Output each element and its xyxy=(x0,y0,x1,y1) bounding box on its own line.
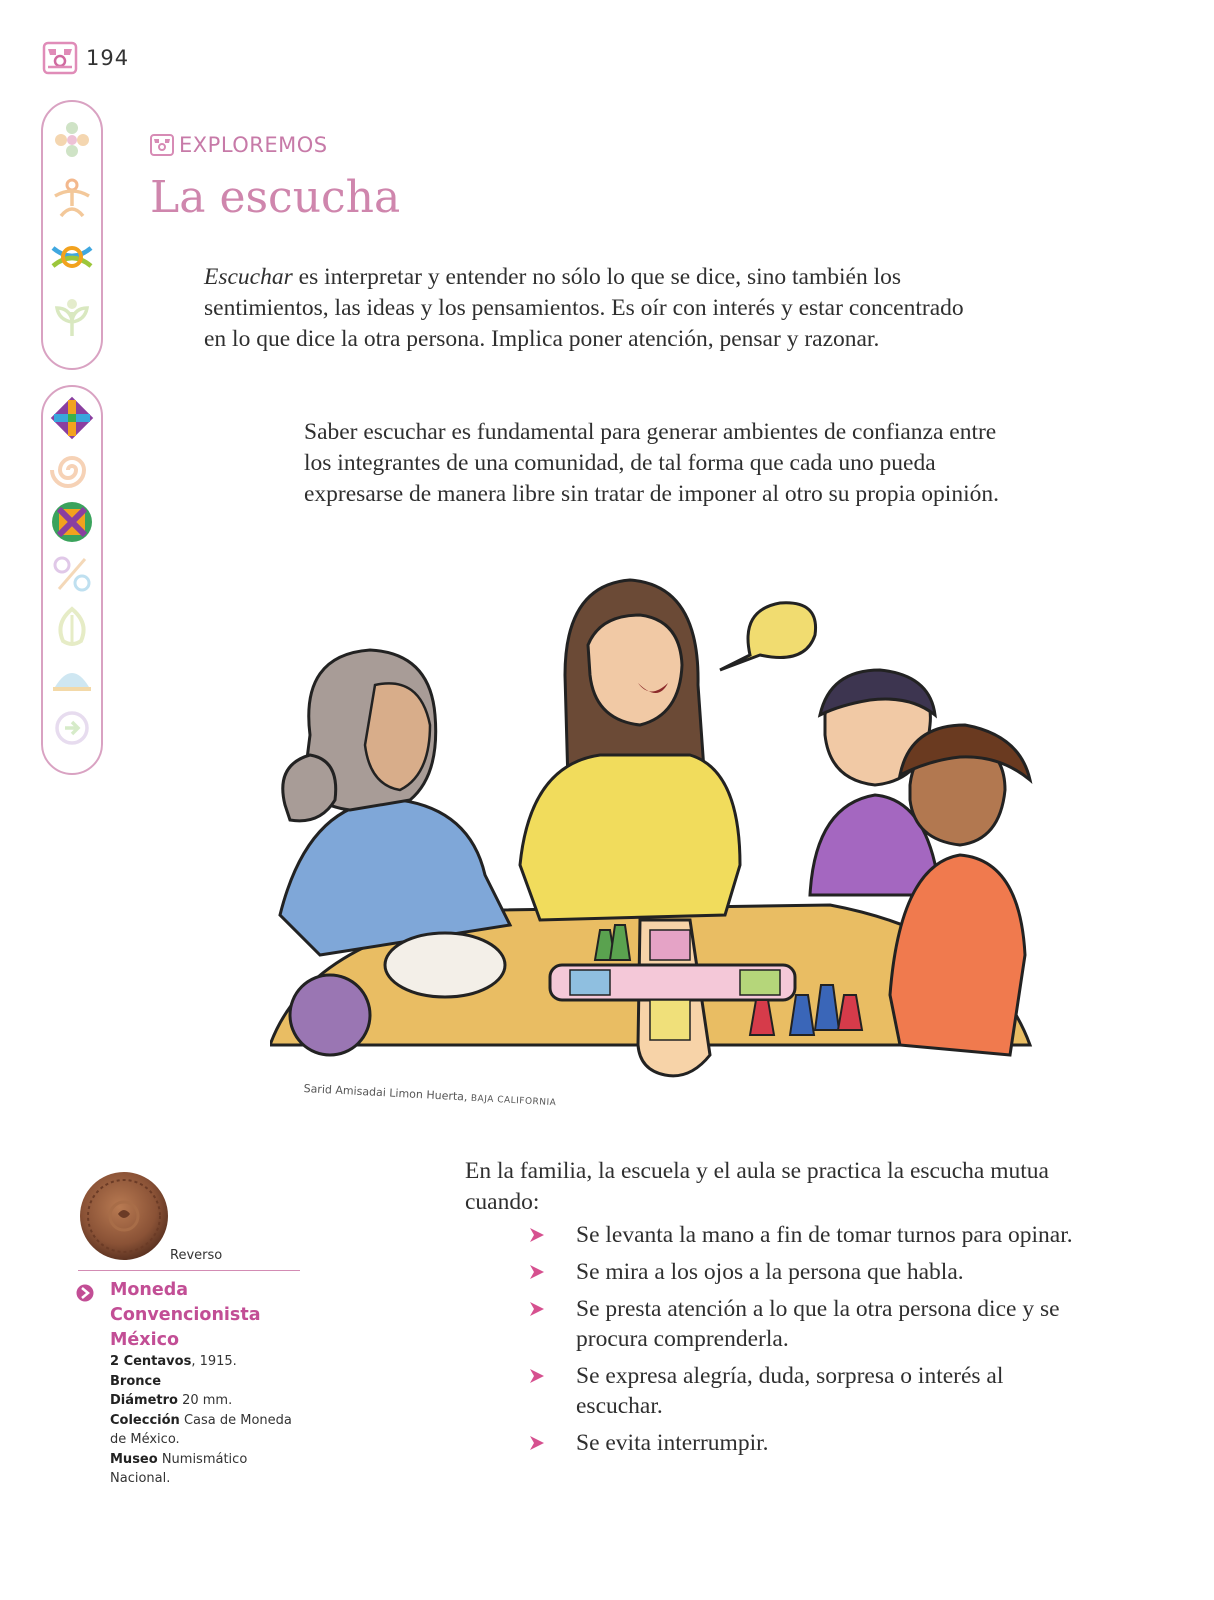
bullet-arrow-icon xyxy=(528,1434,546,1452)
page-title: La escucha xyxy=(150,172,401,223)
sidebar-nav-group-1 xyxy=(41,100,103,370)
mesoamerican-glyph-icon xyxy=(42,41,78,75)
illustration-credit xyxy=(303,1082,556,1108)
coin-museum-value: Numismático Nacional. xyxy=(110,1451,248,1486)
page-header xyxy=(42,40,129,76)
plant-icon xyxy=(49,294,95,340)
coin-year: , 1915. xyxy=(191,1354,237,1369)
sidebar-nav-group-2 xyxy=(41,385,103,775)
arrow-circle-icon xyxy=(49,705,95,751)
people-circle-icon xyxy=(49,234,95,280)
spiral-icon xyxy=(49,447,95,493)
list-item-text: Se levanta la mano a fin de tomar turnos para opinar. xyxy=(576,1222,1073,1248)
embroidery-hoop xyxy=(385,933,505,997)
flower-icon xyxy=(49,116,95,162)
coin-collection-label: Colección xyxy=(110,1412,180,1428)
list-item-text: Se expresa alegría, duda, sorpresa o interés al escuchar. xyxy=(576,1363,1004,1419)
coin-diameter-label: Diámetro xyxy=(110,1393,178,1408)
list-item-text: Se mira a los ojos a la persona que habla. xyxy=(576,1259,964,1285)
chevron-circle-icon xyxy=(76,1284,94,1302)
yarn-ball xyxy=(290,975,370,1055)
leaf-icon xyxy=(49,603,95,649)
coin-material: Bronce xyxy=(110,1373,162,1389)
bullet-arrow-icon xyxy=(528,1367,546,1385)
section-label xyxy=(150,133,328,157)
x-square-icon xyxy=(49,499,95,545)
list-item xyxy=(528,1361,1088,1421)
emphasized-term: Escuchar xyxy=(204,264,293,290)
coin-title: Moneda Convencionista México xyxy=(110,1280,261,1350)
illustrator-region: BAJA CALIFORNIA xyxy=(470,1093,557,1109)
paragraph-definition-text: es interpretar y entender no sólo lo que se dice, sino también los sentimientos, las ideas y los pensamientos. Es oír con interés y estar concentrado en lo que dice la otra persona. Implica poner atención, pensar y razonar. xyxy=(204,264,964,352)
section-label-text: EXPLOREMOS xyxy=(179,133,328,157)
listening-practices-list xyxy=(528,1220,1088,1465)
coin-value-label: 2 Centavos xyxy=(110,1354,192,1369)
illustrator-name: Sarid Amisadai Limon Huerta, xyxy=(303,1082,472,1104)
shell-icon xyxy=(49,655,95,701)
bullet-arrow-icon xyxy=(528,1263,546,1281)
divider xyxy=(78,1270,300,1271)
list-item-text: Se evita interrumpir. xyxy=(576,1430,769,1456)
coin-details xyxy=(110,1352,310,1489)
speech-bubble xyxy=(720,603,816,670)
paragraph-intro-list: En la familia, la escuela y el aula se practica la escucha mutua cuando: xyxy=(465,1158,1049,1215)
coin-collection-value: Casa de Moneda de México. xyxy=(110,1412,292,1447)
bullet-arrow-icon xyxy=(528,1226,546,1244)
list-item-text: Se presta atención a lo que la otra persona dice y se procura comprenderla. xyxy=(576,1296,1060,1352)
paragraph-definition xyxy=(204,262,964,355)
coin-museum-label: Museo xyxy=(110,1451,158,1467)
percent-icon xyxy=(49,551,95,597)
girl-speaking xyxy=(520,580,740,920)
bullet-arrow-icon xyxy=(528,1300,546,1318)
mesoamerican-glyph-icon xyxy=(150,134,174,156)
coin-caption: Reverso xyxy=(170,1248,223,1263)
list-item xyxy=(528,1428,1088,1458)
diamond-cross-icon xyxy=(49,395,95,441)
paragraph-importance: Saber escuchar es fundamental para generar ambientes de confianza entre los integrantes de una comunidad, de tal forma que cada uno pueda expresarse de manera libre sin tratar de imponer al otro su propia opinión. xyxy=(304,419,999,507)
illustration-children-board-game xyxy=(270,575,1050,1085)
elder-woman xyxy=(280,650,510,955)
list-item xyxy=(528,1294,1088,1354)
coin-diameter-value: 20 mm. xyxy=(177,1393,233,1408)
coin-image xyxy=(78,1170,170,1262)
list-item xyxy=(528,1220,1088,1250)
page-number: 194 xyxy=(86,46,130,70)
dancer-icon xyxy=(49,176,95,222)
list-item xyxy=(528,1257,1088,1287)
